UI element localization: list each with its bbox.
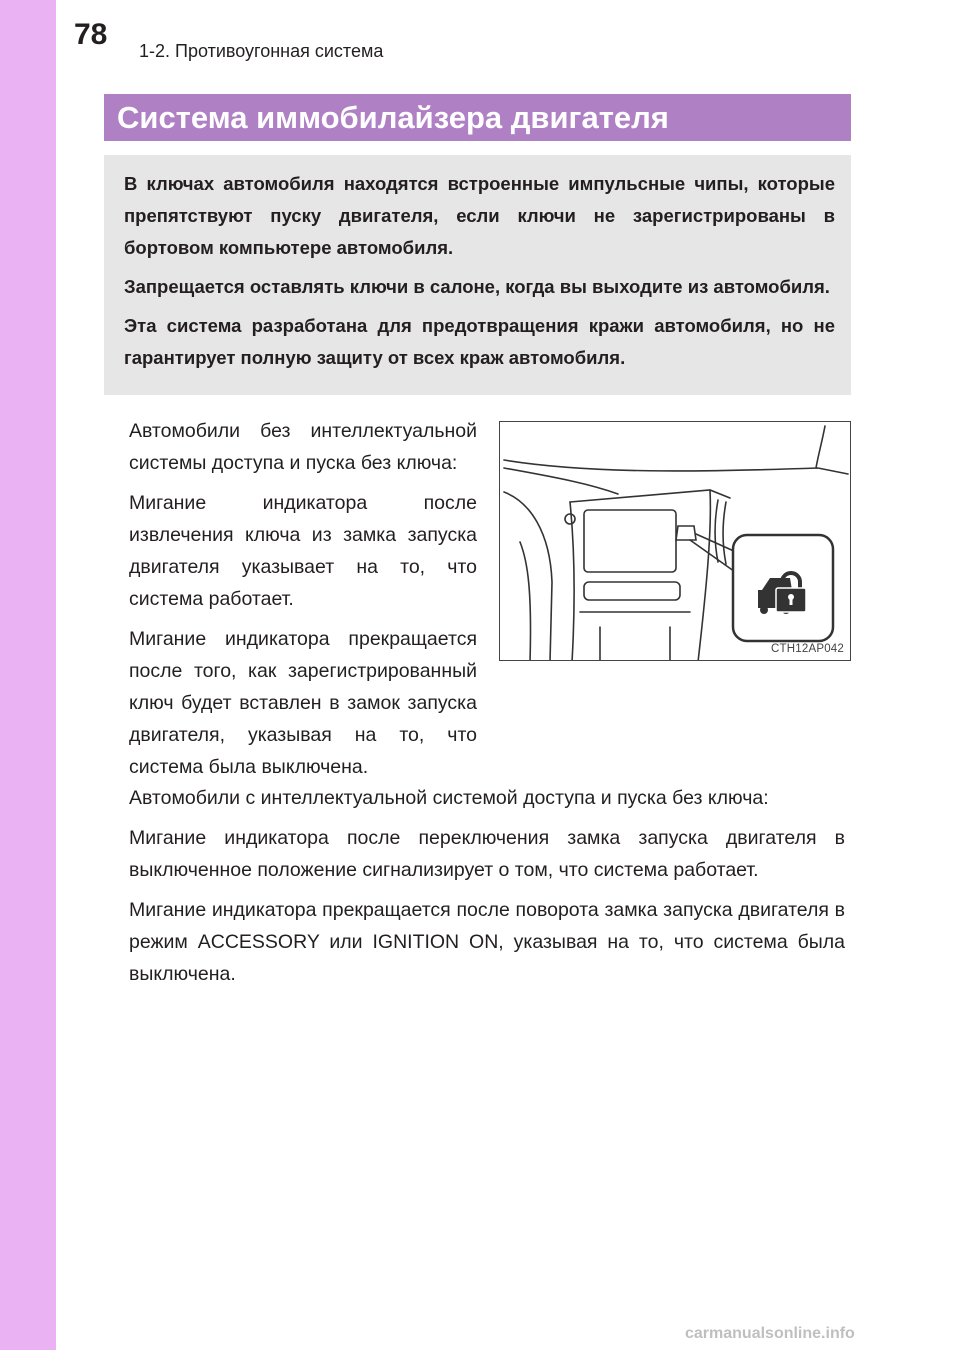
intro-paragraph: Эта система разработана для предотвращения кражи автомобиля, но не гарантирует полную защиту от всех краж автомобиля.	[124, 315, 835, 368]
intro-box	[104, 155, 851, 395]
dashboard-drawing	[500, 422, 851, 661]
body-paragraph: Мигание индикатора после переключения замка запуска двигателя в выключенное положение сигнализирует о том, что система работает.	[129, 827, 845, 881]
page-title: Система иммобилайзера двигателя	[104, 94, 851, 141]
watermark: carmanualsonline.info	[685, 1325, 855, 1342]
body-paragraph: Мигание индикатора прекращается после поворота замка запуска двигателя в режим ACCESSORY или IGNITION ON, указывая на то, что система была выключена.	[129, 899, 845, 985]
page-number: 78	[74, 18, 108, 51]
body-paragraph: Мигание индикатора после извлечения ключа из замка запуска двигателя указывает на то, что система работает.	[129, 492, 477, 610]
body-paragraph: Автомобили с интеллектуальной системой доступа и пуска без ключа:	[129, 787, 769, 809]
dashboard-illustration	[499, 421, 851, 661]
figure-code: CTH12AP042	[771, 643, 844, 655]
section-title: 1-2. Противоугонная система	[139, 41, 384, 61]
intro-paragraph: Запрещается оставлять ключи в салоне, когда вы выходите из автомобиля.	[124, 276, 830, 297]
body-paragraph: Мигание индикатора прекращается после того, как зарегистрированный ключ будет вставлен в замок запуска двигателя, указывая на то, что система была выключена.	[129, 628, 477, 778]
left-column-text	[129, 415, 477, 791]
chapter-side-tab	[0, 0, 56, 1350]
full-width-text	[129, 782, 845, 998]
body-paragraph: Автомобили без интеллектуальной системы доступа и пуска без ключа:	[129, 420, 477, 474]
intro-paragraph: В ключах автомобиля находятся встроенные импульсные чипы, которые препятствуют пуску двигателя, если ключи не зарегистрированы в бортовом компьютере автомобиля.	[124, 173, 835, 258]
